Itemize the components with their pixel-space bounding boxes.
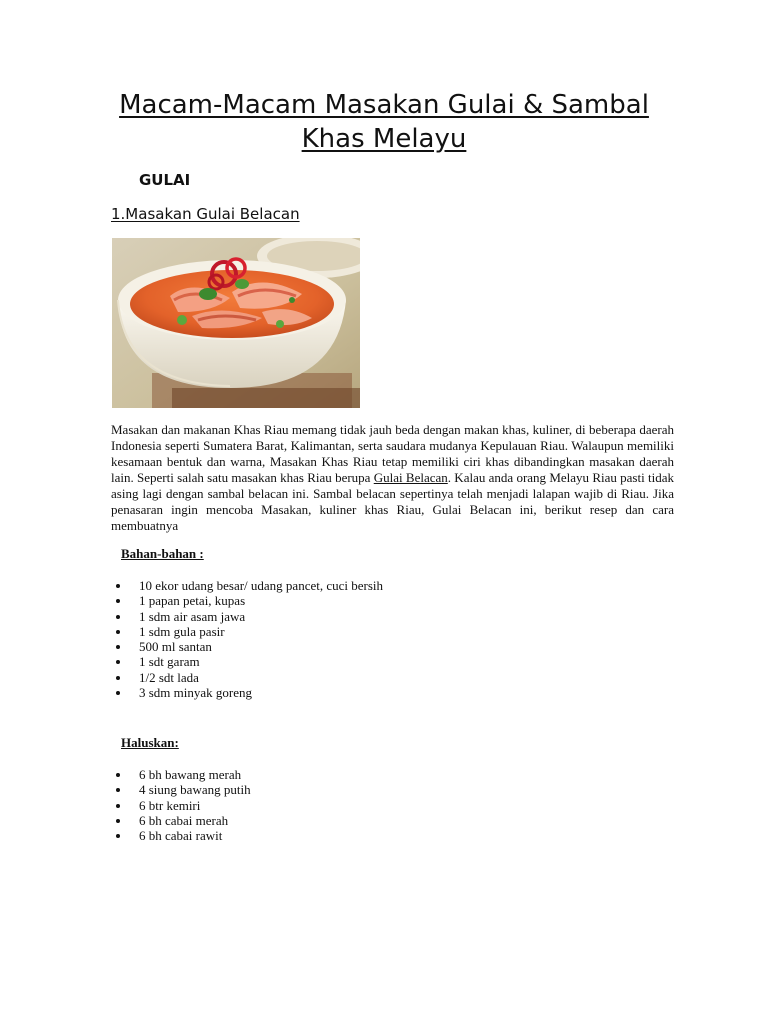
- list-item: 6 bh bawang merah: [111, 767, 251, 782]
- list-item: 4 siung bawang putih: [111, 782, 251, 797]
- recipe-heading: 1.Masakan Gulai Belacan: [111, 205, 300, 223]
- page-title: Macam-Macam Masakan Gulai & Sambal Khas Melayu: [119, 90, 649, 154]
- recipe-intro: [111, 422, 674, 534]
- list-item: 6 bh cabai merah: [111, 813, 251, 828]
- ingredients-heading: Bahan-bahan :: [121, 546, 204, 561]
- intro-text-end: . Kalau anda orang Melayu Riau pasti tidak asing lagi dengan sambal belacan ini. Sambal belacan sepertinya telah menjadi lalapan wajib di Riau. Jika penasaran ingin mencoba Masakan, kuliner khas Riau, Gulai Belacan ini, berikut resep dan cara membuatnya: [111, 470, 674, 533]
- list-item: 1 sdm gula pasir: [111, 624, 383, 639]
- paste-list: [111, 767, 251, 843]
- list-item: 6 btr kemiri: [111, 798, 251, 813]
- list-item: 500 ml santan: [111, 639, 383, 654]
- gulai-belacan-link[interactable]: Gulai Belacan: [373, 470, 448, 485]
- list-item: 1/2 sdt lada: [111, 670, 383, 685]
- list-item: 1 papan petai, kupas: [111, 593, 383, 608]
- list-item: 1 sdt garam: [111, 654, 383, 669]
- gulai-belacan-photo: [112, 238, 360, 408]
- ingredients-list: [111, 578, 383, 700]
- intro-text-start: Masakan dan makanan Khas Riau memang tidak jauh beda dengan makan khas, kuliner, di beberapa daerah Indonesia seperti Sumatera Barat, Kalimantan, serta saudara mudanya Kepulauan Riau. Walaupun memiliki kesamaan bentuk dan warna, Masakan Khas Riau tetap memiliki ciri khas dibandingkan masakan daerah lain. Seperti salah satu masakan khas Riau berupa: [111, 422, 674, 485]
- list-item: 10 ekor udang besar/ udang pancet, cuci bersih: [111, 578, 383, 593]
- list-item: 3 sdm minyak goreng: [111, 685, 383, 700]
- list-item: 6 bh cabai rawit: [111, 828, 251, 843]
- section-heading: GULAI: [139, 171, 191, 189]
- list-item: 1 sdm air asam jawa: [111, 609, 383, 624]
- paste-heading: Haluskan:: [121, 735, 179, 750]
